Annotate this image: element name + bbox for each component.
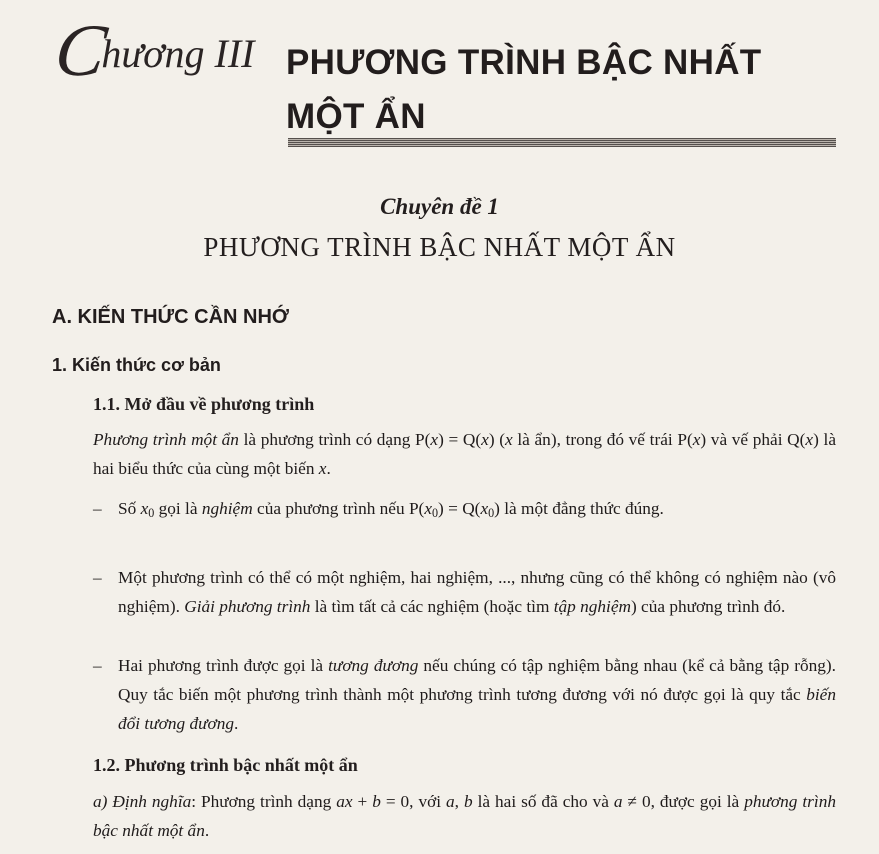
text-run: là hai số đã cho và [472, 792, 614, 811]
var-x: x [424, 499, 432, 518]
term-phuong-trinh-bac-nhat-mot-an: phương trình bậc nhất một ẩn [93, 792, 836, 840]
chapter-label-rest: hương III [101, 31, 255, 76]
text-run: là tìm tất cả các nghiệm (hoặc tìm [310, 597, 554, 616]
bullet-tuong-duong [93, 651, 836, 738]
bullet-giai-phuong-trinh [93, 563, 836, 621]
section-a-heading: A. KIẾN THỨC CẦN NHỚ [52, 306, 289, 328]
text-run: ) = Q( [438, 499, 481, 518]
intro-paragraph [93, 425, 836, 483]
text-run: ) = Q( [438, 430, 482, 449]
text-run: ) của phương trình đó. [630, 597, 786, 616]
text-run: của phương trình nếu P( [252, 499, 425, 518]
bullet-dash: – [93, 499, 102, 518]
definition-label: a) Định nghĩa [93, 792, 192, 811]
definition-paragraph [93, 787, 836, 845]
subscript-0: 0 [488, 506, 495, 521]
var-x: x [805, 430, 814, 449]
subscript-0: 0 [431, 506, 439, 521]
term-tuong-duong: tương đương [328, 656, 419, 675]
var-b: b [463, 792, 473, 811]
chapter-label-initial: C [50, 10, 112, 92]
chapter-title [286, 36, 761, 144]
topic-title: PHƯƠNG TRÌNH BẬC NHẤT MỘT ẨN [203, 232, 676, 262]
var-x: x [481, 430, 489, 449]
text-run: là phương trình có dạng P( [238, 430, 431, 449]
chapter-label [50, 10, 255, 92]
var-x: x [140, 499, 149, 518]
topic-label: Chuyên đề 1 [380, 194, 499, 219]
text-run: là ẩn), trong đó vế trái P( [512, 430, 693, 449]
bullet-dash: – [93, 568, 102, 587]
bullet-text [118, 494, 836, 528]
text-run: gọi là [154, 499, 202, 518]
term-tap-nghiem: tập nghiệm [553, 597, 631, 616]
text-run: . [326, 459, 331, 478]
text-run: ) ( [488, 430, 506, 449]
var-a: a [613, 792, 623, 811]
subscript-0: 0 [148, 506, 155, 521]
term-nghiem: nghiệm [201, 499, 253, 518]
chapter-title-line1: PHƯƠNG TRÌNH BẬC NHẤT [286, 43, 762, 82]
text-run: , [454, 792, 464, 811]
text-run: + [352, 792, 373, 811]
chapter-title-rule [288, 138, 836, 147]
term-giai-phuong-trinh: Giải phương trình [184, 597, 311, 616]
text-run: : Phương trình dạng [191, 792, 337, 811]
bullet-text [118, 563, 836, 621]
text-run: ) là một đẳng thức đúng. [494, 499, 664, 518]
var-x: x [318, 459, 327, 478]
var-a: a [446, 792, 455, 811]
bullet-text [118, 651, 836, 738]
subsection-1-2-heading: 1.2. Phương trình bậc nhất một ẩn [93, 755, 358, 775]
text-run: nếu chúng có tập nghiệm bằng nhau (kể cả bằng tập rỗng). Quy tắc biến một phương trình thành một phương trình tương đương với nó được gọi là quy tắc [118, 656, 836, 704]
chapter-title-line2: MỘT ẨN [286, 97, 426, 136]
text-run: ) là hai biểu thức của cùng một biến [93, 430, 836, 478]
var-x: x [480, 499, 489, 518]
text-run: ) và vế phải Q( [700, 430, 806, 449]
text-run: Số [118, 499, 141, 518]
var-x: x [430, 430, 439, 449]
var-ax: ax [336, 792, 353, 811]
text-run: . [204, 821, 210, 840]
text-run: Một phương trình có thể có một nghiệm, hai nghiệm, ..., nhưng cũng có thể không có nghiệm nào (vô nghiệm). [118, 568, 836, 616]
text-run: Hai phương trình được gọi là [118, 656, 329, 675]
bullet-nghiem [93, 494, 836, 528]
text-run: . [234, 714, 239, 733]
subsection-1-1-heading: 1.1. Mở đầu về phương trình [93, 394, 315, 414]
text-run: ≠ 0, được gọi là [622, 792, 745, 811]
text-run: = 0, với [380, 792, 447, 811]
var-x: x [692, 430, 701, 449]
term-bien-doi-tuong-duong: biến đổi tương đương [118, 685, 836, 733]
var-x: x [505, 430, 513, 449]
section-1-heading: 1. Kiến thức cơ bản [52, 355, 221, 375]
term-phuong-trinh-mot-an: Phương trình một ẩn [93, 430, 239, 449]
var-b: b [372, 792, 381, 811]
bullet-dash: – [93, 656, 102, 675]
